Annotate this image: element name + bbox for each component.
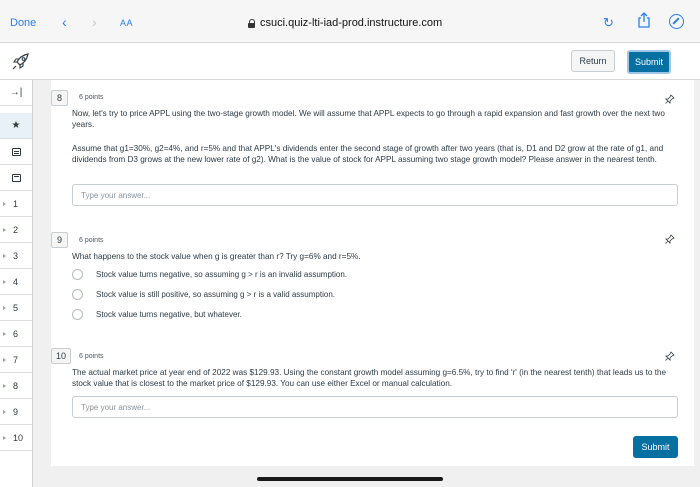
nav-question-3[interactable]: 3 [0,243,32,269]
nav-question-2[interactable]: 2 [0,217,32,243]
answer-input-q10[interactable]: Type your answer... [72,396,678,418]
nav-question-9[interactable]: 9 [0,399,32,425]
option-1[interactable] [72,269,348,280]
nav-question-10[interactable]: 10 [0,425,32,451]
calculator-icon [12,174,21,182]
answer-input-q8[interactable]: Type your answer... [72,184,678,206]
radio-button[interactable] [72,269,83,280]
quiz-header [0,43,700,80]
submit-button-top[interactable]: Submit [627,50,671,74]
question-number: 8 [51,90,68,106]
document-button[interactable] [0,139,32,165]
url-text: csuci.quiz-lti-iad-prod.instructure.com [260,17,443,29]
lock-icon [248,19,256,28]
question-text: Now, let's try to price APPL using the two-stage growth model. We will assume that APPL expects to go through a rapid expansion and fast growth over the next two years. [72,109,665,129]
question-number: 9 [51,232,68,248]
question-points: 6 points [79,94,104,101]
star-icon: ★ [11,120,21,131]
question-points: 6 points [79,237,104,244]
nav-question-5[interactable]: 5 [0,295,32,321]
question-text-2: Assume that g1=30%, g2=4%, and r=5% and that APPL's dividends enter the second stage of growth after two years (that is, D1 and D2 grow at the rate of g1, and dividends from D3 grows at the new lower rate of g2). What is the value of stock for APPL assuming two stage growth model? Please answer in the nearest tenth. [72,144,664,164]
share-icon[interactable] [637,12,651,28]
question-text: What happens to the stock value when g is greater than r? Try g=6% and r=5%. [72,252,361,261]
radio-button[interactable] [72,309,83,320]
option-label: Stock value is still positive, so assuming g > r is a valid assumption. [96,290,335,299]
calculator-button[interactable] [0,165,32,191]
pin-icon[interactable] [665,351,675,361]
question-navigation [0,80,33,487]
document-icon [12,148,21,156]
option-label: Stock value turns negative, but whatever. [96,310,242,319]
forward-chevron-icon[interactable]: › [92,14,97,30]
return-button[interactable]: Return [571,50,615,72]
nav-question-8[interactable]: 8 [0,373,32,399]
pin-icon[interactable] [665,234,675,244]
nav-question-1[interactable]: 1 [0,191,32,217]
reload-icon[interactable]: ↻ [603,15,614,30]
browser-toolbar [0,0,700,43]
radio-button[interactable] [72,289,83,300]
question-text: The actual market price at year end of 2022 was $129.93. Using the constant growth model assuming g=6.5%, try to find 'r' (in the nearest tenth) that leads us to the stock value that is closest to the market price of $129.93. You can use either Excel or manual calculation. [72,368,667,388]
submit-button-bottom[interactable]: Submit [633,436,678,458]
back-chevron-icon[interactable]: ‹ [62,14,67,30]
text-size-button[interactable]: AA [120,18,134,28]
option-label: Stock value turns negative, so assuming g > r is an invalid assumption. [96,270,348,279]
home-indicator [257,477,443,481]
bookmark-star-button[interactable] [0,113,32,139]
nav-question-6[interactable]: 6 [0,321,32,347]
nav-question-7[interactable]: 7 [0,347,32,373]
quiz-content [51,80,694,466]
collapse-nav-button[interactable] [0,80,32,106]
address-bar[interactable] [248,17,442,29]
compass-icon[interactable] [669,14,684,29]
rocket-icon [11,53,31,71]
nav-question-4[interactable]: 4 [0,269,32,295]
question-points: 6 points [79,353,104,360]
option-2[interactable] [72,289,335,300]
pin-icon[interactable] [665,94,675,104]
option-3[interactable] [72,309,242,320]
done-button[interactable]: Done [10,17,37,29]
collapse-arrow-icon: →| [9,87,23,98]
question-number: 10 [51,348,71,364]
